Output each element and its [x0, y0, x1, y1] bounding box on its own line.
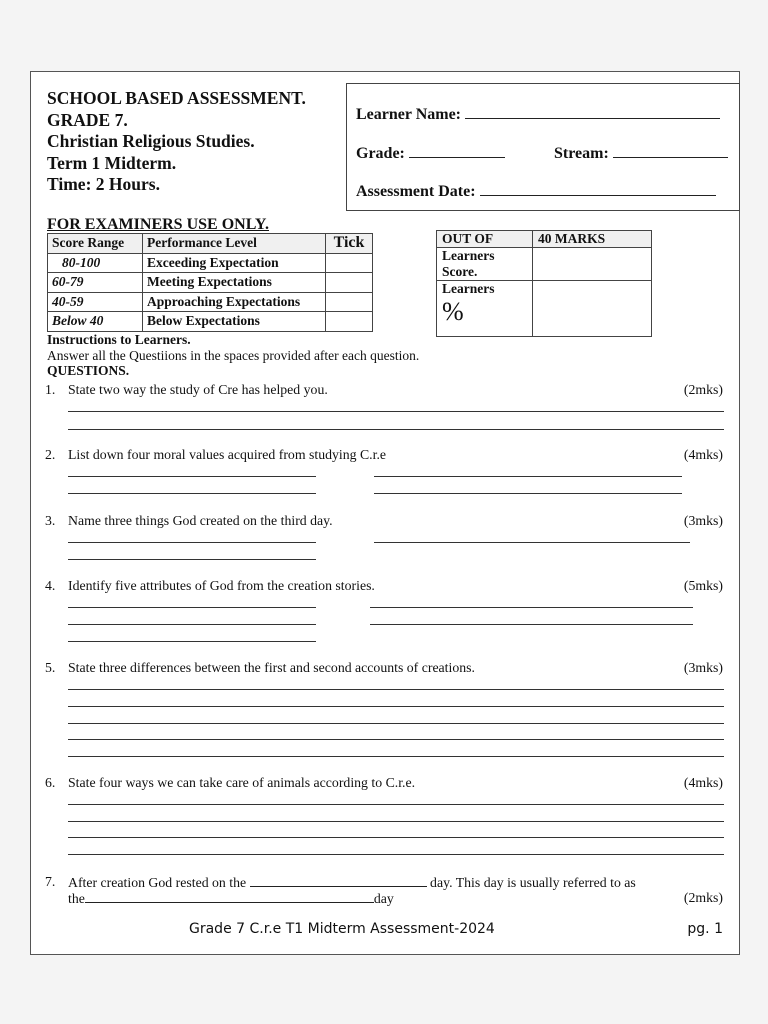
footer-title: Grade 7 C.r.e T1 Midterm Assessment-2024: [189, 921, 495, 937]
learners-score-label-line1: Learners: [442, 248, 495, 263]
questions-heading: QUESTIONS.: [47, 363, 130, 378]
answer-line[interactable]: [68, 429, 724, 430]
question-marks: (3mks): [683, 660, 723, 675]
score-range-cell: 60-79: [48, 273, 143, 293]
learners-score-label-line2: Score.: [442, 264, 478, 279]
performance-level-table: [47, 233, 373, 332]
tick-cell[interactable]: [326, 273, 373, 293]
question-text-part1: After creation God rested on the: [68, 875, 247, 890]
question-number: 5.: [45, 660, 56, 675]
grade-label: Grade:: [356, 145, 405, 162]
question-text-part2: day. This day is usually referred to as: [430, 875, 636, 890]
answer-line[interactable]: [370, 607, 693, 608]
performance-level-cell: Meeting Expectations: [143, 273, 326, 293]
question-marks: (2mks): [683, 382, 723, 397]
exam-header: [47, 88, 306, 196]
answer-line[interactable]: [68, 493, 316, 494]
score-range-cell: 40-59: [48, 292, 143, 312]
question-text: Identify five attributes of God from the creation stories.: [68, 578, 375, 593]
learners-percent-field[interactable]: [533, 281, 652, 337]
question-text-part4: day: [373, 891, 394, 906]
assessment-date-label: Assessment Date:: [356, 183, 476, 200]
answer-line[interactable]: [68, 542, 316, 543]
answer-line[interactable]: [68, 624, 316, 625]
question-marks: (3mks): [683, 513, 723, 528]
answer-line[interactable]: [370, 624, 693, 625]
table-row: [48, 273, 373, 293]
table-row: [48, 292, 373, 312]
score-range-cell: 80-100: [48, 253, 143, 273]
score-range-header: Score Range: [48, 234, 143, 254]
answer-line[interactable]: [68, 804, 724, 805]
tick-cell[interactable]: [326, 312, 373, 332]
answer-line[interactable]: [68, 689, 724, 690]
learners-percent-label: [437, 281, 533, 337]
question-marks: (4mks): [683, 775, 723, 790]
answer-line[interactable]: [68, 641, 316, 642]
page-number: pg. 1: [687, 921, 723, 937]
answer-line[interactable]: [68, 756, 724, 757]
question-text: [68, 890, 394, 907]
question-number: 1.: [45, 382, 56, 397]
question-text: State four ways we can take care of animals according to C.r.e.: [68, 775, 416, 790]
answer-line[interactable]: [68, 559, 316, 560]
examiners-use-heading: FOR EXAMINERS USE ONLY.: [47, 216, 269, 233]
header-line-subject: Christian Religious Studies.: [47, 131, 255, 151]
instructions-title: Instructions to Learners.: [47, 332, 191, 347]
learners-score-field[interactable]: [533, 248, 652, 281]
learners-score-label: [437, 248, 533, 281]
answer-line[interactable]: [68, 706, 724, 707]
question-marks: (4mks): [683, 447, 723, 462]
percent-symbol: %: [442, 297, 464, 326]
exam-page: [30, 71, 740, 955]
performance-level-cell: Below Expectations: [143, 312, 326, 332]
grade-field[interactable]: [409, 143, 505, 158]
tick-cell[interactable]: [326, 292, 373, 312]
instructions-text: Answer all the Questiions in the spaces provided after each question.: [47, 347, 420, 363]
question-text: [68, 874, 636, 891]
question-text: State two way the study of Cre has helped you.: [68, 382, 328, 397]
out-of-label: OUT OF: [437, 231, 533, 248]
answer-line[interactable]: [374, 542, 690, 543]
answer-line[interactable]: [68, 723, 724, 724]
answer-line[interactable]: [374, 493, 682, 494]
learners-percent-label-text: Learners: [442, 281, 495, 296]
out-of-value: 40 MARKS: [533, 231, 652, 248]
assessment-date-field[interactable]: [480, 181, 716, 196]
tick-header: Tick: [326, 234, 373, 254]
stream-label: Stream:: [554, 145, 609, 162]
instructions-block: [47, 332, 419, 379]
header-line-school: SCHOOL BASED ASSESSMENT.: [47, 88, 306, 108]
answer-line[interactable]: [68, 739, 724, 740]
answer-line[interactable]: [68, 837, 724, 838]
header-line-time: Time: 2 Hours.: [47, 174, 160, 194]
table-row: [48, 312, 373, 332]
question-marks: (5mks): [683, 578, 723, 593]
tick-cell[interactable]: [326, 253, 373, 273]
question-number: 3.: [45, 513, 56, 528]
learner-name-field[interactable]: [465, 104, 720, 119]
answer-line[interactable]: [68, 411, 724, 412]
table-row: [48, 253, 373, 273]
answer-line[interactable]: [68, 821, 724, 822]
header-line-term: Term 1 Midterm.: [47, 152, 177, 173]
answer-line[interactable]: [374, 476, 682, 477]
question-text-part3: the: [68, 891, 85, 906]
performance-level-cell: Exceeding Expectation: [143, 253, 326, 273]
question-number: 2.: [45, 447, 56, 462]
score-range-cell: Below 40: [48, 312, 143, 332]
answer-line[interactable]: [68, 607, 316, 608]
header-line-grade: GRADE 7.: [47, 109, 128, 130]
question-text: List down four moral values acquired from studying C.r.e: [68, 447, 387, 462]
question-text: State three differences between the first and second accounts of creations.: [68, 660, 475, 675]
answer-line[interactable]: [68, 854, 724, 855]
question-marks: (2mks): [683, 890, 723, 905]
answer-line[interactable]: [68, 476, 316, 477]
question-number: 4.: [45, 578, 56, 593]
question-text: Name three things God created on the third day.: [68, 513, 333, 528]
stream-field[interactable]: [613, 143, 728, 158]
performance-level-header: Performance Level: [143, 234, 326, 254]
question-number: 7.: [45, 874, 56, 889]
marks-summary-table: [436, 230, 652, 337]
question-number: 6.: [45, 775, 56, 790]
performance-level-cell: Approaching Expectations: [143, 292, 326, 312]
learner-name-label: Learner Name:: [356, 106, 461, 123]
learner-details-box: [346, 83, 740, 211]
answer-blank[interactable]: [85, 890, 374, 903]
answer-blank[interactable]: [250, 874, 427, 887]
